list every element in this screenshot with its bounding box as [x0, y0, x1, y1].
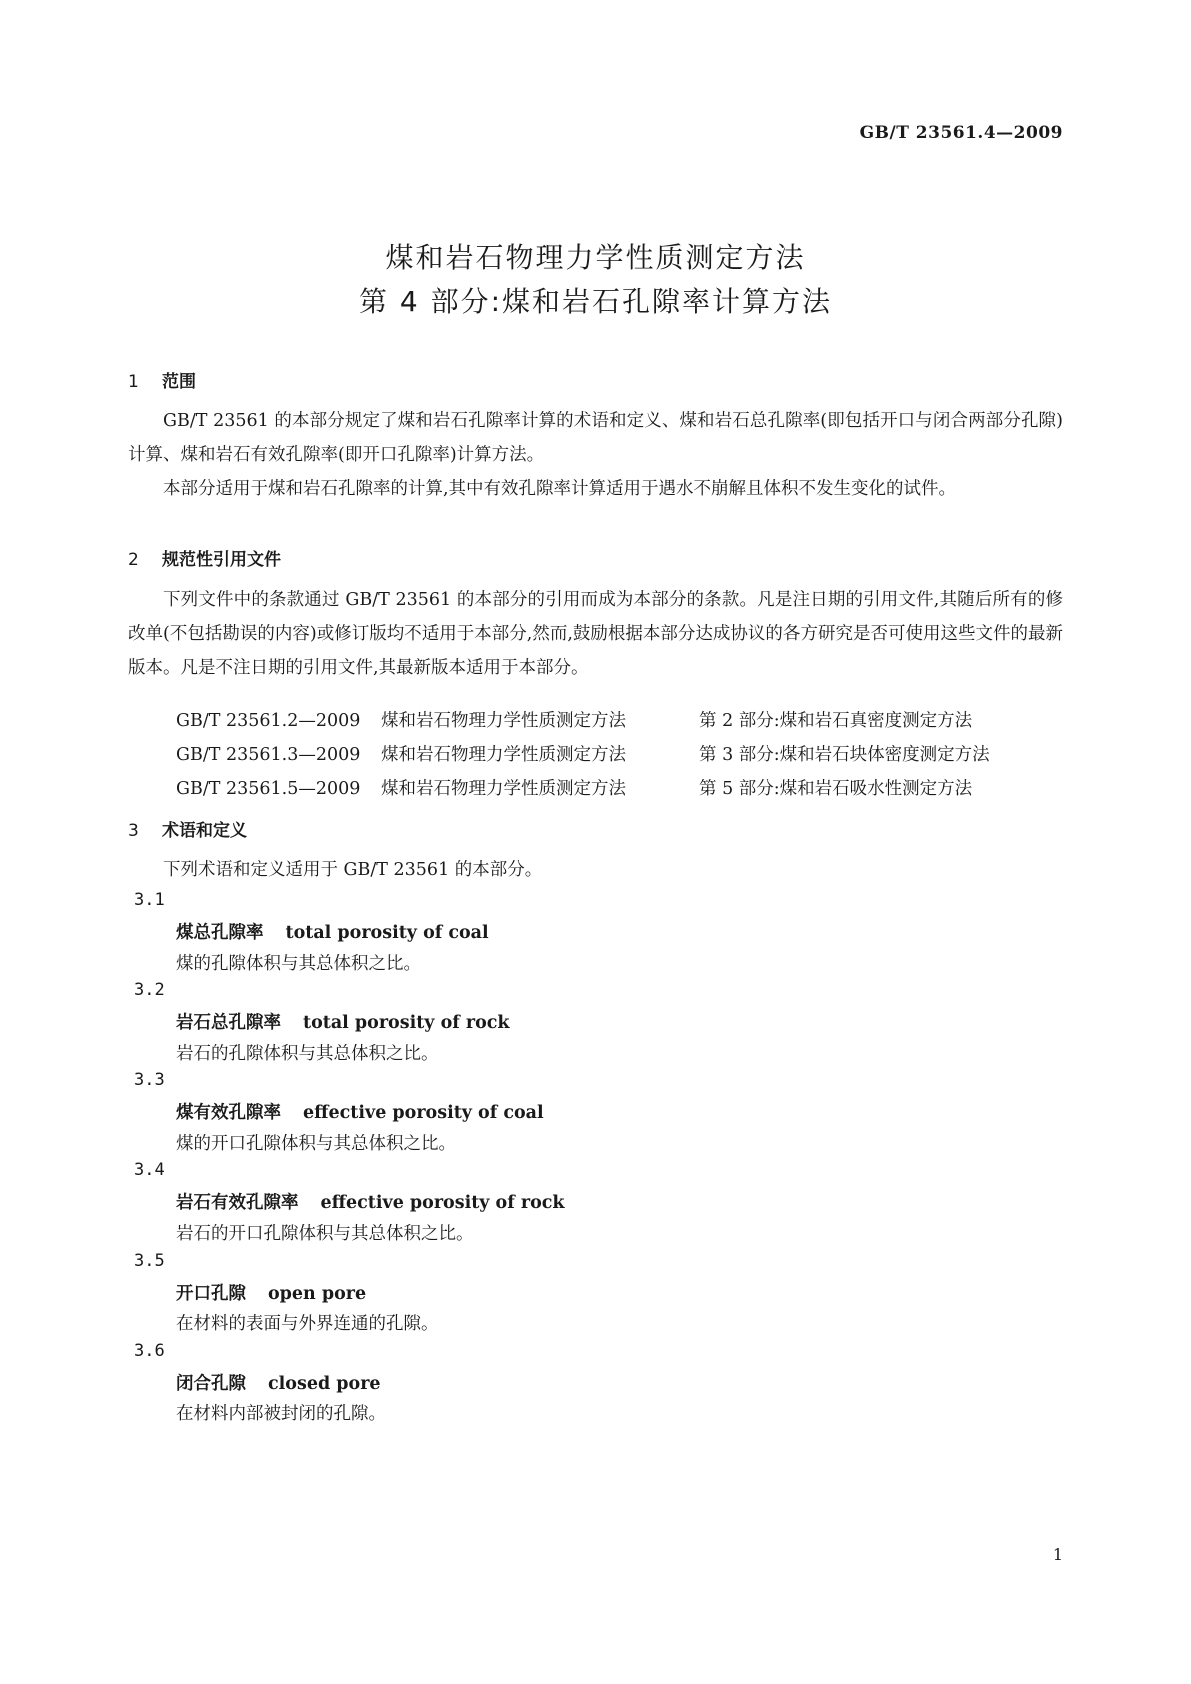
section-number: 1: [128, 372, 139, 392]
section-title: 范围: [162, 372, 196, 392]
reference-series: 煤和岩石物理力学性质测定方法: [381, 779, 626, 799]
term-number: 3.5: [134, 1251, 165, 1271]
section-2-heading: [128, 545, 1063, 570]
reference-code: GB/T 23561.5—2009: [176, 779, 361, 799]
term-english: closed pore: [268, 1374, 381, 1394]
section-number: 2: [128, 550, 139, 570]
section-3-heading: [128, 816, 1063, 841]
term-definition: 在材料内部被封闭的孔隙。: [176, 1404, 386, 1424]
paragraph: GB/T 23561 的本部分规定了煤和岩石孔隙率计算的术语和定义、煤和岩石总孔隙率(即包括开口与闭合两部分孔隙)计算、煤和岩石有效孔隙率(即开口孔隙率)计算方法。: [128, 411, 1063, 465]
standard-code: GB/T 23561.4—2009: [859, 123, 1063, 143]
term-number: 3.4: [134, 1160, 165, 1180]
term-definition: 煤的开口孔隙体积与其总体积之比。: [176, 1134, 456, 1154]
reference-code: GB/T 23561.2—2009: [176, 711, 361, 731]
reference-item: [176, 772, 990, 806]
section-3-intro: [128, 853, 1063, 887]
section-1-heading: [128, 367, 1063, 392]
reference-code: GB/T 23561.3—2009: [176, 745, 361, 765]
section-title: 术语和定义: [162, 821, 247, 841]
section-title: 规范性引用文件: [162, 550, 281, 570]
page-number: 1: [1052, 1545, 1063, 1564]
reference-part: 第 3 部分:煤和岩石块体密度测定方法: [699, 745, 990, 765]
section-number: 3: [128, 821, 139, 841]
term-number: 3.3: [134, 1070, 165, 1090]
term-definition: 在材料的表面与外界连通的孔隙。: [176, 1314, 439, 1334]
term-definition: 岩石的孔隙体积与其总体积之比。: [176, 1044, 439, 1064]
term-english: total porosity of rock: [303, 1013, 510, 1033]
term-number: 3.2: [134, 980, 165, 1000]
reference-list: [176, 704, 990, 806]
section-1-body: [128, 404, 1063, 506]
term-title: [176, 1370, 381, 1395]
term-chinese: 闭合孔隙: [176, 1374, 246, 1394]
term-title: [176, 1009, 510, 1034]
document-title: 煤和岩石物理力学性质测定方法: [385, 241, 806, 274]
reference-part: 第 5 部分:煤和岩石吸水性测定方法: [699, 779, 973, 799]
reference-series: 煤和岩石物理力学性质测定方法: [381, 745, 626, 765]
term-title: [176, 1280, 366, 1305]
term-english: total porosity of coal: [285, 923, 489, 943]
reference-part: 第 2 部分:煤和岩石真密度测定方法: [699, 711, 973, 731]
term-title: [176, 919, 489, 944]
term-english: effective porosity of coal: [303, 1103, 544, 1123]
document-subtitle: 第 4 部分:煤和岩石孔隙率计算方法: [358, 285, 833, 318]
term-title: [176, 1189, 565, 1214]
section-2-body: [128, 583, 1063, 685]
term-english: open pore: [268, 1284, 367, 1304]
term-english: effective porosity of rock: [320, 1193, 565, 1213]
reference-item: [176, 738, 990, 772]
term-title: [176, 1099, 544, 1124]
term-chinese: 岩石总孔隙率: [176, 1013, 281, 1033]
term-chinese: 煤有效孔隙率: [176, 1103, 281, 1123]
term-chinese: 岩石有效孔隙率: [176, 1193, 299, 1213]
paragraph: 下列术语和定义适用于 GB/T 23561 的本部分。: [163, 860, 543, 880]
reference-item: [176, 704, 990, 738]
reference-series: 煤和岩石物理力学性质测定方法: [381, 711, 626, 731]
term-definition: 煤的孔隙体积与其总体积之比。: [176, 954, 421, 974]
term-number: 3.6: [134, 1341, 165, 1361]
term-chinese: 开口孔隙: [176, 1284, 246, 1304]
term-chinese: 煤总孔隙率: [176, 923, 264, 943]
term-definition: 岩石的开口孔隙体积与其总体积之比。: [176, 1224, 474, 1244]
paragraph: 本部分适用于煤和岩石孔隙率的计算,其中有效孔隙率计算适用于遇水不崩解且体积不发生变化的试件。: [163, 479, 957, 499]
paragraph: 下列文件中的条款通过 GB/T 23561 的本部分的引用而成为本部分的条款。凡是注日期的引用文件,其随后所有的修改单(不包括勘误的内容)或修订版均不适用于本部分,然而,鼓励根据本部分达成协议的各方研究是否可使用这些文件的最新版本。凡是不注日期的引用文件,其最新版本适用于本部分。: [128, 590, 1063, 678]
term-number: 3.1: [134, 890, 165, 910]
